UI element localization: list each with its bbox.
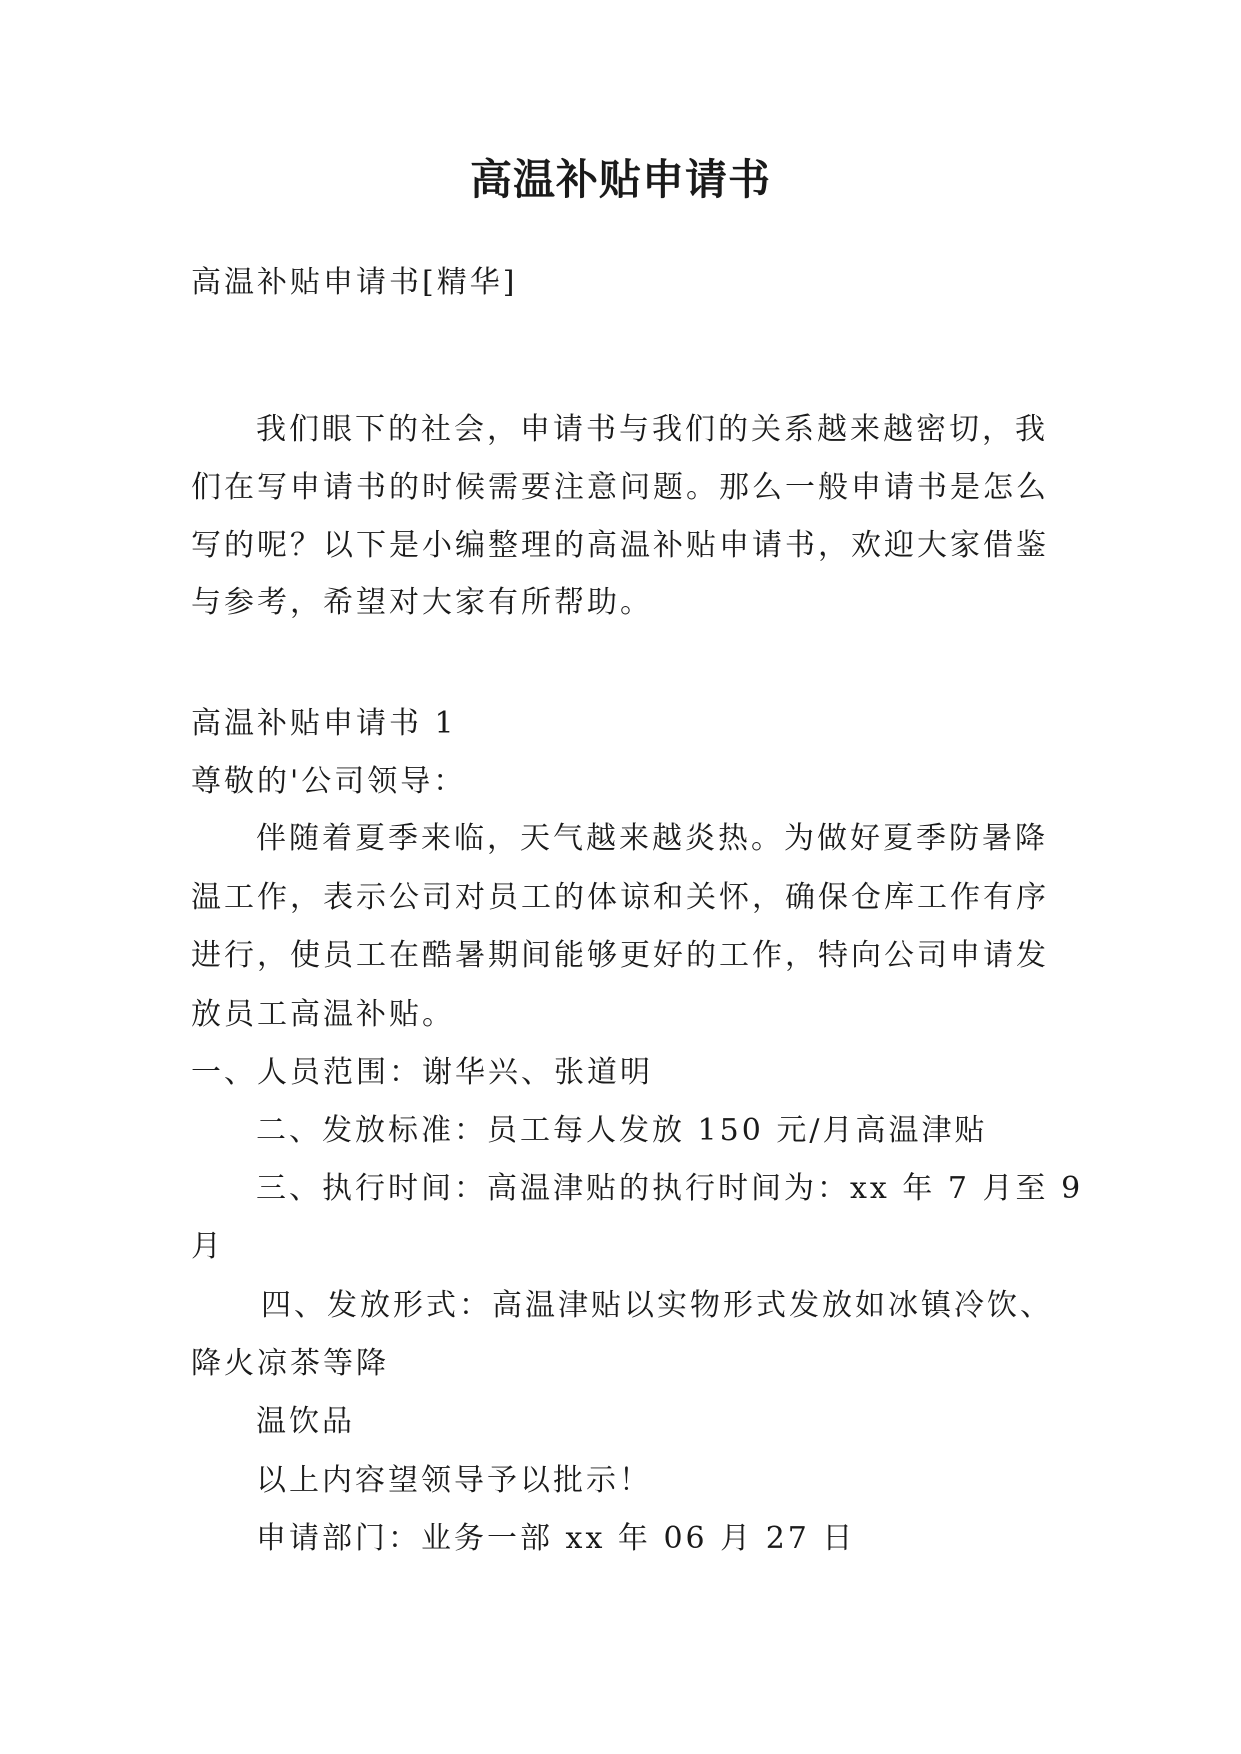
item-payment-form: 四、发放形式：高温津贴以实物形式发放如冰镇冷饮、 [261,1288,1053,1323]
intro-line-4: 与参考，希望对大家有所帮助。 [191,585,653,620]
closing-remark: 以上内容望领导予以批示！ [256,1463,652,1498]
salutation: 尊敬的'公司领导： [191,764,467,799]
intro-line-2: 们在写申请书的时候需要注意问题。那么一般申请书是怎么 [191,470,1049,505]
applicant-department-date: 申请部门：业务一部 xx 年 06 月 27 日 [256,1521,856,1556]
body-line-4: 放员工高温补贴。 [191,997,455,1032]
intro-line-1: 我们眼下的社会，申请书与我们的关系越来越密切，我 [256,412,1048,447]
item-payment-form-cont-2: 温饮品 [256,1404,355,1439]
item-execution-time-cont: 月 [191,1229,224,1264]
item-personnel-scope: 一、人员范围：谢华兴、张道明 [191,1055,653,1090]
body-line-1: 伴随着夏季来临，天气越来越炎热。为做好夏季防暑降 [256,821,1048,856]
item-payment-standard: 二、发放标准：员工每人发放 150 元/月高温津贴 [256,1113,988,1148]
item-payment-form-cont-1: 降火凉茶等降 [191,1346,389,1381]
intro-line-3: 写的呢？以下是小编整理的高温补贴申请书，欢迎大家借鉴 [191,528,1049,563]
item-execution-time: 三、执行时间：高温津贴的执行时间为：xx 年 7 月至 9 [256,1171,1084,1206]
document-title: 高温补贴申请书 [469,155,771,204]
section-heading: 高温补贴申请书 1 [191,706,457,741]
body-line-2: 温工作，表示公司对员工的体谅和关怀，确保仓库工作有序 [191,880,1049,915]
body-line-3: 进行，使员工在酷暑期间能够更好的工作，特向公司申请发 [191,938,1049,973]
document-subtitle: 高温补贴申请书[精华] [191,265,518,300]
